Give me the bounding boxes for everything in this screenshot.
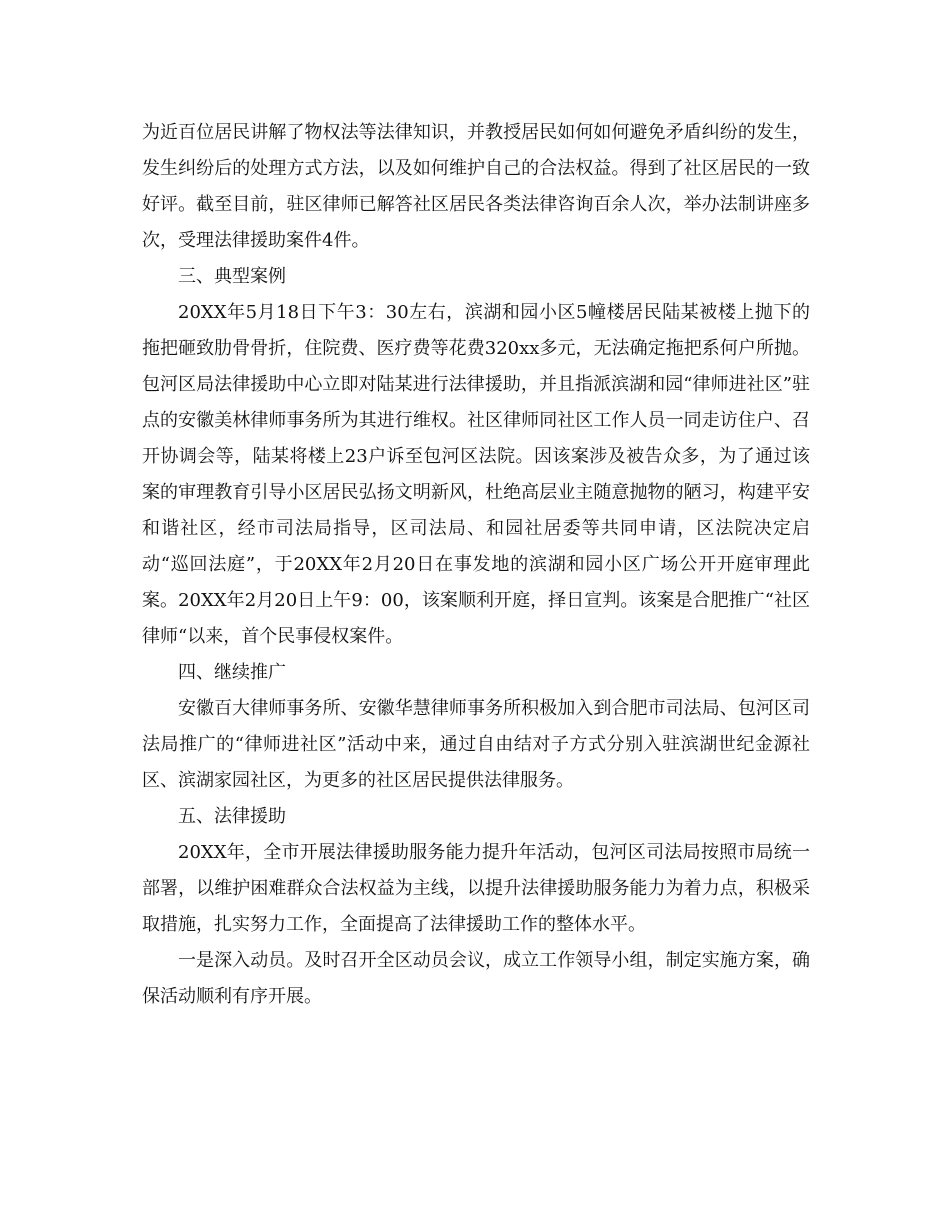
paragraph-promotion: 安徽百大律师事务所、安徽华慧律师事务所积极加入到合肥市司法局、包河区司法局推广的“律师进社区”活动中来，通过自由结对子方式分别入驻滨湖世纪金源社区、滨湖家园社区，为更多的社区居民提供法律服务。 (142, 698, 810, 791)
paragraph-continuation: 为近百位居民讲解了物权法等法律知识，并教授居民如何如何避免矛盾纠纷的发生，发生纠纷后的处理方式方法，以及如何维护自己的合法权益。得到了社区居民的一致好评。截至目前，驻区律师已解答社区居民各类法律咨询百余人次，举办法制讲座多次，受理法律援助案件4件。 (142, 122, 810, 251)
document-body (142, 115, 810, 1015)
section-heading-legal-aid: 五、法律援助 (178, 806, 286, 827)
paragraph-legal-aid: 20XX年，全市开展法律援助服务能力提升年活动，包河区司法局按照市局统一部署，以维护困难群众合法权益为主线，以提升法律援助服务能力为着力点，积极采取措施，扎实努力工作，全面提高了法律援助工作的整体水平。 (142, 842, 810, 935)
section-heading-continue-promotion: 四、继续推广 (178, 662, 286, 683)
section-heading-typical-cases: 三、典型案例 (178, 266, 286, 287)
paragraph-mobilization: 一是深入动员。及时召开全区动员会议，成立工作领导小组，制定实施方案，确保活动顺利有序开展。 (142, 950, 810, 1007)
paragraph-case-description: 20XX年5月18日下午3：30左右，滨湖和园小区5幢楼居民陆某被楼上抛下的拖把砸致肋骨骨折，住院费、医疗费等花费320xx多元，无法确定拖把系何户所抛。包河区局法律援助中心立即对陆某进行法律援助，并且指派滨湖和园“律师进社区”驻点的安徽美林律师事务所为其进行维权。社区律师同社区工作人员一同走访住户、召开协调会等，陆某将楼上23户诉至包河区法院。因该案涉及被告众多，为了通过该案的审理教育引导小区居民弘扬文明新风，杜绝高层业主随意抛物的陋习，构建平安和谐社区，经市司法局指导，区司法局、和园社居委等共同申请，区法院决定启动“巡回法庭”，于20XX年2月20日在事发地的滨湖和园小区广场公开开庭审理此案。20XX年2月20日上午9：00，该案顺利开庭，择日宣判。该案是合肥推广“社区律师“以来，首个民事侵权案件。 (142, 302, 810, 647)
